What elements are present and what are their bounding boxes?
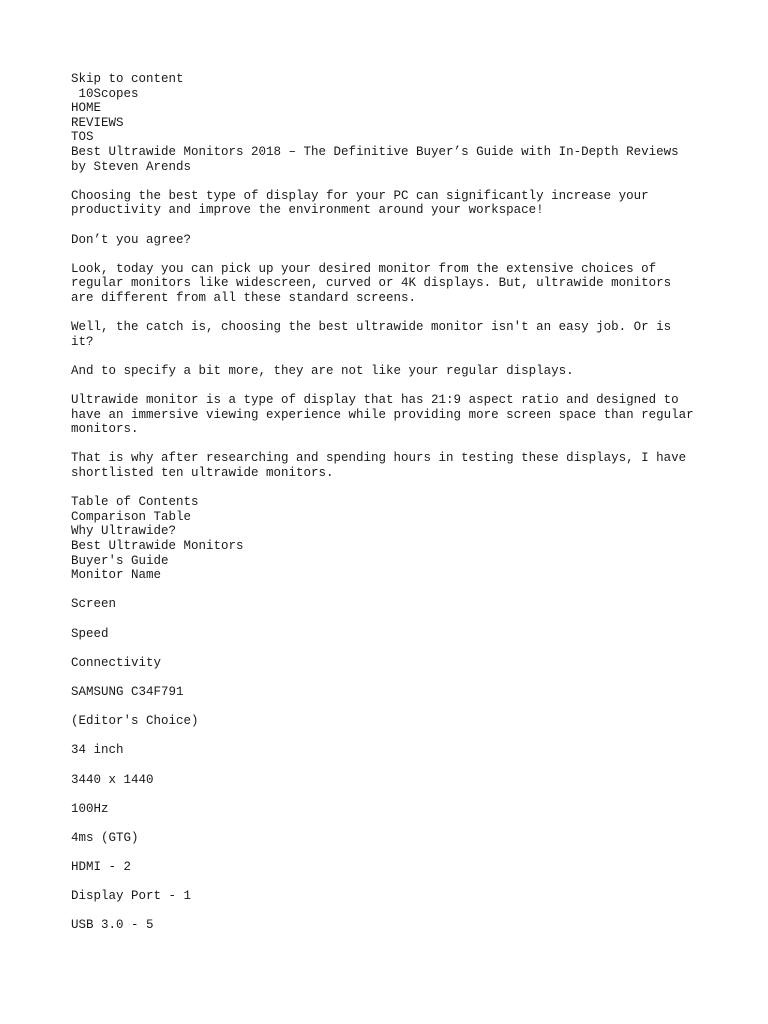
nav-item-reviews[interactable]: REVIEWS (71, 115, 124, 130)
article-paragraph: And to specify a bit more, they are not like your regular displays. (71, 363, 574, 378)
table-cell-refresh-rate: 100Hz (71, 801, 109, 816)
article-title: Best Ultrawide Monitors 2018 – The Definitive Buyer’s Guide with In-Depth Reviews (71, 144, 679, 159)
toc-item-best-ultrawide-monitors[interactable]: Best Ultrawide Monitors (71, 539, 244, 553)
table-cell-hdmi: HDMI - 2 (71, 860, 132, 875)
toc-heading[interactable]: Table of Contents (71, 495, 199, 510)
toc-item-why-ultrawide[interactable]: Why Ultrawide? (71, 524, 177, 539)
nav-item-tos[interactable]: TOS (71, 130, 94, 145)
nav-item-home[interactable]: HOME (71, 101, 102, 116)
table-cell-badge: (Editor's Choice) (71, 714, 199, 729)
article-paragraph: Ultrawide monitor is a type of display that has 21:9 aspect ratio and designed to have an immersive viewing experience while providing more screen space than regular monitors. (71, 393, 694, 437)
table-cell-response-time: 4ms (GTG) (71, 830, 139, 845)
article-paragraph: Well, the catch is, choosing the best ultrawide monitor isn't an easy job. Or is it? (71, 320, 672, 349)
page-content (71, 72, 711, 948)
article-paragraph: Look, today you can pick up your desired monitor from the extensive choices of regular monitors like widescreen, curved or 4K displays. But, ultrawide monitors are different from all these standard screens. (71, 261, 672, 305)
site-name-link[interactable]: 10Scopes (71, 86, 139, 101)
article-paragraph: Choosing the best type of display for your PC can significantly increase your productivity and improve the environment around your workspace! (71, 188, 649, 218)
article-paragraph: That is why after researching and spending hours in testing these displays, I have shortlisted ten ultrawide monitors. (71, 451, 687, 481)
comparison-table (71, 568, 711, 933)
table-header-monitor-name: Monitor Name (71, 568, 162, 583)
skip-to-content-link[interactable]: Skip to content (71, 72, 184, 86)
table-cell-monitor-name: SAMSUNG C34F791 (71, 684, 184, 699)
table-cell-usb: USB 3.0 - 5 (71, 918, 154, 933)
table-cell-resolution: 3440 x 1440 (71, 772, 154, 787)
author-byline[interactable]: by Steven Arends (71, 159, 192, 174)
toc-item-buyers-guide[interactable]: Buyer's Guide (71, 553, 169, 568)
table-cell-screen-size: 34 inch (71, 743, 124, 758)
table-of-contents (71, 495, 711, 568)
table-header-screen: Screen (71, 597, 117, 612)
table-header-connectivity: Connectivity (71, 655, 162, 670)
table-header-speed: Speed (71, 626, 109, 641)
toc-item-comparison-table[interactable]: Comparison Table (71, 509, 192, 524)
article-paragraph: Don’t you agree? (71, 232, 192, 247)
table-cell-display-port: Display Port - 1 (71, 889, 192, 904)
